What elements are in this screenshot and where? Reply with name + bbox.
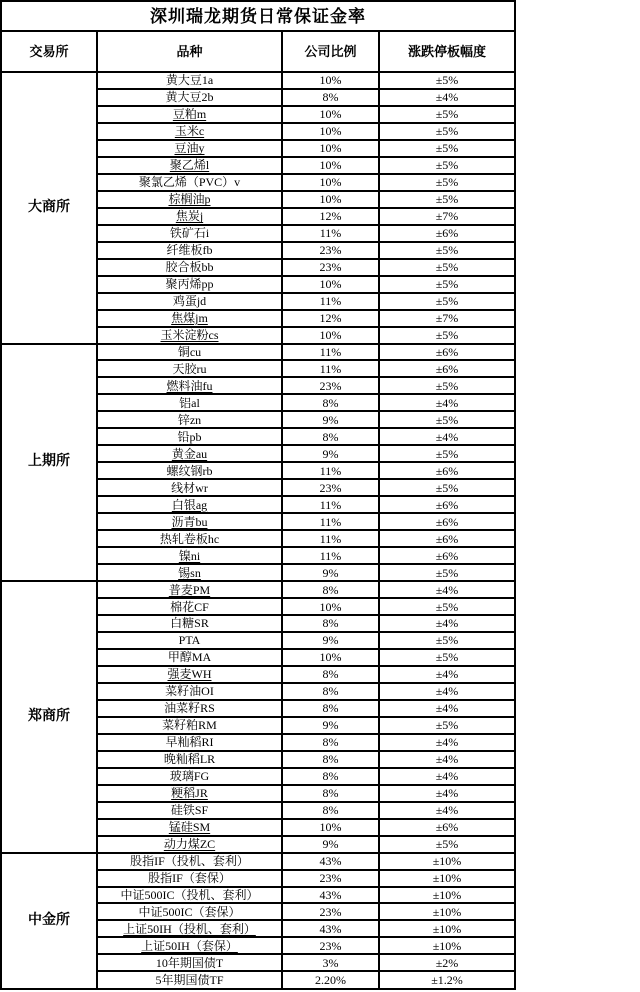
variety-cell xyxy=(97,564,282,581)
variety-label: 股指IF（套保） xyxy=(148,871,231,886)
variety-label: 锌zn xyxy=(177,412,202,427)
variety-label: 5年期国债TF xyxy=(155,973,224,988)
price-limit-cell: ±5% xyxy=(379,411,515,428)
price-limit-cell: ±5% xyxy=(379,564,515,581)
company-ratio-cell: 12% xyxy=(282,208,379,225)
variety-label: 沥青bu xyxy=(171,514,208,529)
company-ratio-cell: 11% xyxy=(282,360,379,377)
company-ratio-cell: 8% xyxy=(282,428,379,445)
variety-cell xyxy=(97,496,282,513)
company-ratio-cell: 8% xyxy=(282,768,379,785)
variety-label: 玻璃FG xyxy=(169,769,210,784)
variety-label: 焦炭j xyxy=(175,209,204,224)
variety-cell xyxy=(97,462,282,479)
price-limit-cell: ±4% xyxy=(379,615,515,632)
price-limit-cell: ±5% xyxy=(379,72,515,89)
price-limit-cell: ±5% xyxy=(379,293,515,310)
variety-cell xyxy=(97,327,282,344)
price-limit-cell: ±4% xyxy=(379,785,515,802)
variety-label: 铝al xyxy=(179,395,200,410)
variety-label: 上证50IH（投机、套利） xyxy=(123,921,256,936)
title-row xyxy=(1,1,515,31)
variety-cell xyxy=(97,445,282,462)
variety-label: 镍ni xyxy=(178,548,201,563)
price-limit-cell: ±5% xyxy=(379,276,515,293)
variety-cell xyxy=(97,513,282,530)
company-ratio-cell: 8% xyxy=(282,802,379,819)
variety-label: 棉花CF xyxy=(170,599,209,614)
variety-cell xyxy=(97,276,282,293)
variety-cell xyxy=(97,649,282,666)
company-ratio-cell: 9% xyxy=(282,836,379,853)
price-limit-cell: ±6% xyxy=(379,819,515,836)
variety-cell xyxy=(97,89,282,106)
company-ratio-cell: 8% xyxy=(282,666,379,683)
price-limit-cell: ±6% xyxy=(379,360,515,377)
variety-cell xyxy=(97,72,282,89)
price-limit-cell: ±6% xyxy=(379,344,515,361)
variety-cell xyxy=(97,853,282,870)
variety-cell xyxy=(97,360,282,377)
price-limit-cell: ±4% xyxy=(379,428,515,445)
variety-label: 菜籽油OI xyxy=(165,684,214,699)
variety-cell xyxy=(97,802,282,819)
variety-cell xyxy=(97,411,282,428)
company-ratio-cell: 11% xyxy=(282,513,379,530)
table-row xyxy=(1,581,515,598)
company-ratio-cell: 10% xyxy=(282,819,379,836)
variety-label: 玉米c xyxy=(174,124,205,139)
variety-cell xyxy=(97,683,282,700)
variety-label: 油菜籽RS xyxy=(164,701,215,716)
company-ratio-cell: 8% xyxy=(282,751,379,768)
price-limit-cell: ±5% xyxy=(379,123,515,140)
company-ratio-cell: 9% xyxy=(282,632,379,649)
company-ratio-cell: 43% xyxy=(282,887,379,904)
company-ratio-cell: 11% xyxy=(282,496,379,513)
variety-cell xyxy=(97,530,282,547)
company-ratio-cell: 9% xyxy=(282,445,379,462)
price-limit-cell: ±4% xyxy=(379,700,515,717)
variety-cell xyxy=(97,581,282,598)
variety-cell xyxy=(97,870,282,887)
company-ratio-cell: 8% xyxy=(282,683,379,700)
variety-cell xyxy=(97,242,282,259)
price-limit-cell: ±10% xyxy=(379,920,515,937)
price-limit-cell: ±4% xyxy=(379,666,515,683)
company-ratio-cell: 10% xyxy=(282,598,379,615)
variety-label: 玉米淀粉cs xyxy=(160,328,219,343)
price-limit-cell: ±2% xyxy=(379,954,515,971)
company-ratio-cell: 10% xyxy=(282,327,379,344)
variety-cell xyxy=(97,140,282,157)
exchange-cell: 上期所 xyxy=(1,344,97,582)
variety-label: 铜cu xyxy=(177,344,202,359)
price-limit-cell: ±4% xyxy=(379,802,515,819)
variety-label: 热轧卷板hc xyxy=(159,531,220,546)
variety-label: 白银ag xyxy=(171,497,208,512)
col-header-exchange: 交易所 xyxy=(1,31,97,72)
variety-cell xyxy=(97,157,282,174)
variety-label: 甲醇MA xyxy=(167,650,212,665)
variety-cell xyxy=(97,751,282,768)
variety-label: 天胶ru xyxy=(172,361,207,376)
variety-label: 晚籼稻LR xyxy=(163,752,216,767)
header-row xyxy=(1,31,515,72)
variety-label: 聚丙烯pp xyxy=(165,277,214,292)
price-limit-cell: ±4% xyxy=(379,751,515,768)
price-limit-cell: ±5% xyxy=(379,259,515,276)
price-limit-cell: ±4% xyxy=(379,683,515,700)
company-ratio-cell: 12% xyxy=(282,310,379,327)
variety-cell xyxy=(97,106,282,123)
company-ratio-cell: 9% xyxy=(282,564,379,581)
company-ratio-cell: 11% xyxy=(282,547,379,564)
variety-cell xyxy=(97,344,282,361)
price-limit-cell: ±5% xyxy=(379,649,515,666)
variety-label: 中证500IC（套保） xyxy=(138,904,241,919)
variety-cell xyxy=(97,479,282,496)
company-ratio-cell: 10% xyxy=(282,123,379,140)
variety-label: 黄大豆1a xyxy=(165,73,214,88)
company-ratio-cell: 11% xyxy=(282,293,379,310)
variety-label: 聚氯乙烯（PVC）v xyxy=(138,175,241,190)
col-header-variety: 品种 xyxy=(97,31,282,72)
price-limit-cell: ±7% xyxy=(379,208,515,225)
price-limit-cell: ±5% xyxy=(379,836,515,853)
variety-label: 燃料油fu xyxy=(166,378,213,393)
company-ratio-cell: 23% xyxy=(282,242,379,259)
variety-cell xyxy=(97,394,282,411)
variety-cell xyxy=(97,598,282,615)
variety-label: 豆粕m xyxy=(172,107,207,122)
company-ratio-cell: 10% xyxy=(282,191,379,208)
company-ratio-cell: 43% xyxy=(282,920,379,937)
variety-label: 纤维板fb xyxy=(166,243,213,258)
variety-cell xyxy=(97,208,282,225)
company-ratio-cell: 2.20% xyxy=(282,971,379,989)
variety-cell xyxy=(97,428,282,445)
company-ratio-cell: 10% xyxy=(282,140,379,157)
company-ratio-cell: 8% xyxy=(282,581,379,598)
price-limit-cell: ±1.2% xyxy=(379,971,515,989)
price-limit-cell: ±5% xyxy=(379,377,515,394)
variety-label: 棕榈油p xyxy=(168,192,211,207)
variety-cell xyxy=(97,971,282,989)
company-ratio-cell: 23% xyxy=(282,903,379,920)
variety-cell xyxy=(97,310,282,327)
price-limit-cell: ±4% xyxy=(379,581,515,598)
company-ratio-cell: 23% xyxy=(282,377,379,394)
table-body xyxy=(1,72,515,989)
price-limit-cell: ±5% xyxy=(379,106,515,123)
price-limit-cell: ±5% xyxy=(379,140,515,157)
variety-label: 股指IF（投机、套利） xyxy=(130,854,249,869)
variety-label: 硅铁SF xyxy=(170,803,209,818)
variety-label: 螺纹钢rb xyxy=(166,463,213,478)
company-ratio-cell: 8% xyxy=(282,394,379,411)
company-ratio-cell: 8% xyxy=(282,785,379,802)
variety-cell xyxy=(97,615,282,632)
price-limit-cell: ±5% xyxy=(379,242,515,259)
price-limit-cell: ±5% xyxy=(379,632,515,649)
variety-label: 黄大豆2b xyxy=(165,90,214,105)
variety-label: 普麦PM xyxy=(168,582,211,597)
variety-cell xyxy=(97,174,282,191)
variety-label: 鸡蛋jd xyxy=(172,294,207,309)
company-ratio-cell: 10% xyxy=(282,106,379,123)
company-ratio-cell: 10% xyxy=(282,174,379,191)
variety-cell xyxy=(97,903,282,920)
variety-label: 白糖SR xyxy=(170,616,209,631)
variety-cell xyxy=(97,937,282,954)
price-limit-cell: ±5% xyxy=(379,598,515,615)
variety-label: 铅pb xyxy=(177,429,202,444)
company-ratio-cell: 23% xyxy=(282,259,379,276)
price-limit-cell: ±6% xyxy=(379,462,515,479)
company-ratio-cell: 8% xyxy=(282,700,379,717)
price-limit-cell: ±4% xyxy=(379,768,515,785)
company-ratio-cell: 23% xyxy=(282,479,379,496)
variety-label: 豆油y xyxy=(174,141,205,156)
col-header-ratio: 公司比例 xyxy=(282,31,379,72)
company-ratio-cell: 11% xyxy=(282,344,379,361)
variety-cell xyxy=(97,123,282,140)
company-ratio-cell: 11% xyxy=(282,462,379,479)
price-limit-cell: ±4% xyxy=(379,734,515,751)
variety-cell xyxy=(97,819,282,836)
price-limit-cell: ±4% xyxy=(379,394,515,411)
variety-cell xyxy=(97,954,282,971)
variety-label: 锡sn xyxy=(178,565,201,580)
table-row xyxy=(1,853,515,870)
variety-label: 10年期国债T xyxy=(155,955,224,970)
company-ratio-cell: 10% xyxy=(282,649,379,666)
variety-label: 胶合板bb xyxy=(165,260,214,275)
table-row xyxy=(1,344,515,361)
company-ratio-cell: 9% xyxy=(282,411,379,428)
company-ratio-cell: 11% xyxy=(282,530,379,547)
variety-label: 动力煤ZC xyxy=(163,837,216,852)
price-limit-cell: ±10% xyxy=(379,870,515,887)
variety-cell xyxy=(97,225,282,242)
variety-label: 强麦WH xyxy=(167,667,212,682)
price-limit-cell: ±10% xyxy=(379,903,515,920)
variety-cell xyxy=(97,734,282,751)
company-ratio-cell: 10% xyxy=(282,72,379,89)
price-limit-cell: ±6% xyxy=(379,513,515,530)
price-limit-cell: ±5% xyxy=(379,174,515,191)
company-ratio-cell: 8% xyxy=(282,615,379,632)
variety-label: 粳稻JR xyxy=(171,786,208,801)
variety-label: 黄金au xyxy=(171,446,208,461)
price-limit-cell: ±5% xyxy=(379,327,515,344)
variety-cell xyxy=(97,785,282,802)
variety-label: 锰硅SM xyxy=(168,820,211,835)
price-limit-cell: ±10% xyxy=(379,887,515,904)
company-ratio-cell: 23% xyxy=(282,937,379,954)
price-limit-cell: ±7% xyxy=(379,310,515,327)
variety-label: 早籼稻RI xyxy=(165,735,214,750)
price-limit-cell: ±5% xyxy=(379,157,515,174)
variety-label: 聚乙烯l xyxy=(169,158,210,173)
price-limit-cell: ±4% xyxy=(379,89,515,106)
variety-cell xyxy=(97,700,282,717)
company-ratio-cell: 10% xyxy=(282,276,379,293)
variety-cell xyxy=(97,632,282,649)
variety-cell xyxy=(97,191,282,208)
company-ratio-cell: 9% xyxy=(282,717,379,734)
variety-label: 线材wr xyxy=(171,480,208,495)
company-ratio-cell: 43% xyxy=(282,853,379,870)
price-limit-cell: ±10% xyxy=(379,937,515,954)
variety-cell xyxy=(97,768,282,785)
variety-label: 菜籽粕RM xyxy=(162,718,217,733)
exchange-cell: 大商所 xyxy=(1,72,97,344)
company-ratio-cell: 8% xyxy=(282,89,379,106)
price-limit-cell: ±5% xyxy=(379,445,515,462)
price-limit-cell: ±10% xyxy=(379,853,515,870)
variety-label: 铁矿石i xyxy=(169,226,210,241)
variety-cell xyxy=(97,259,282,276)
price-limit-cell: ±6% xyxy=(379,225,515,242)
company-ratio-cell: 11% xyxy=(282,225,379,242)
table-row xyxy=(1,72,515,89)
variety-cell xyxy=(97,836,282,853)
variety-cell xyxy=(97,887,282,904)
variety-label: PTA xyxy=(178,633,201,648)
variety-cell xyxy=(97,666,282,683)
company-ratio-cell: 23% xyxy=(282,870,379,887)
variety-label: 焦煤jm xyxy=(171,311,208,326)
price-limit-cell: ±6% xyxy=(379,547,515,564)
variety-cell xyxy=(97,717,282,734)
variety-cell xyxy=(97,547,282,564)
price-limit-cell: ±5% xyxy=(379,191,515,208)
variety-label: 中证500IC（投机、套利） xyxy=(120,887,259,902)
company-ratio-cell: 10% xyxy=(282,157,379,174)
col-header-limit: 涨跌停板幅度 xyxy=(379,31,515,72)
price-limit-cell: ±6% xyxy=(379,530,515,547)
price-limit-cell: ±5% xyxy=(379,479,515,496)
exchange-cell: 中金所 xyxy=(1,853,97,989)
price-limit-cell: ±6% xyxy=(379,496,515,513)
exchange-cell: 郑商所 xyxy=(1,581,97,853)
table-title: 深圳瑞龙期货日常保证金率 xyxy=(1,1,515,31)
price-limit-cell: ±5% xyxy=(379,717,515,734)
variety-cell xyxy=(97,920,282,937)
company-ratio-cell: 8% xyxy=(282,734,379,751)
variety-label: 上证50IH（套保） xyxy=(141,938,238,953)
variety-cell xyxy=(97,293,282,310)
company-ratio-cell: 3% xyxy=(282,954,379,971)
variety-cell xyxy=(97,377,282,394)
